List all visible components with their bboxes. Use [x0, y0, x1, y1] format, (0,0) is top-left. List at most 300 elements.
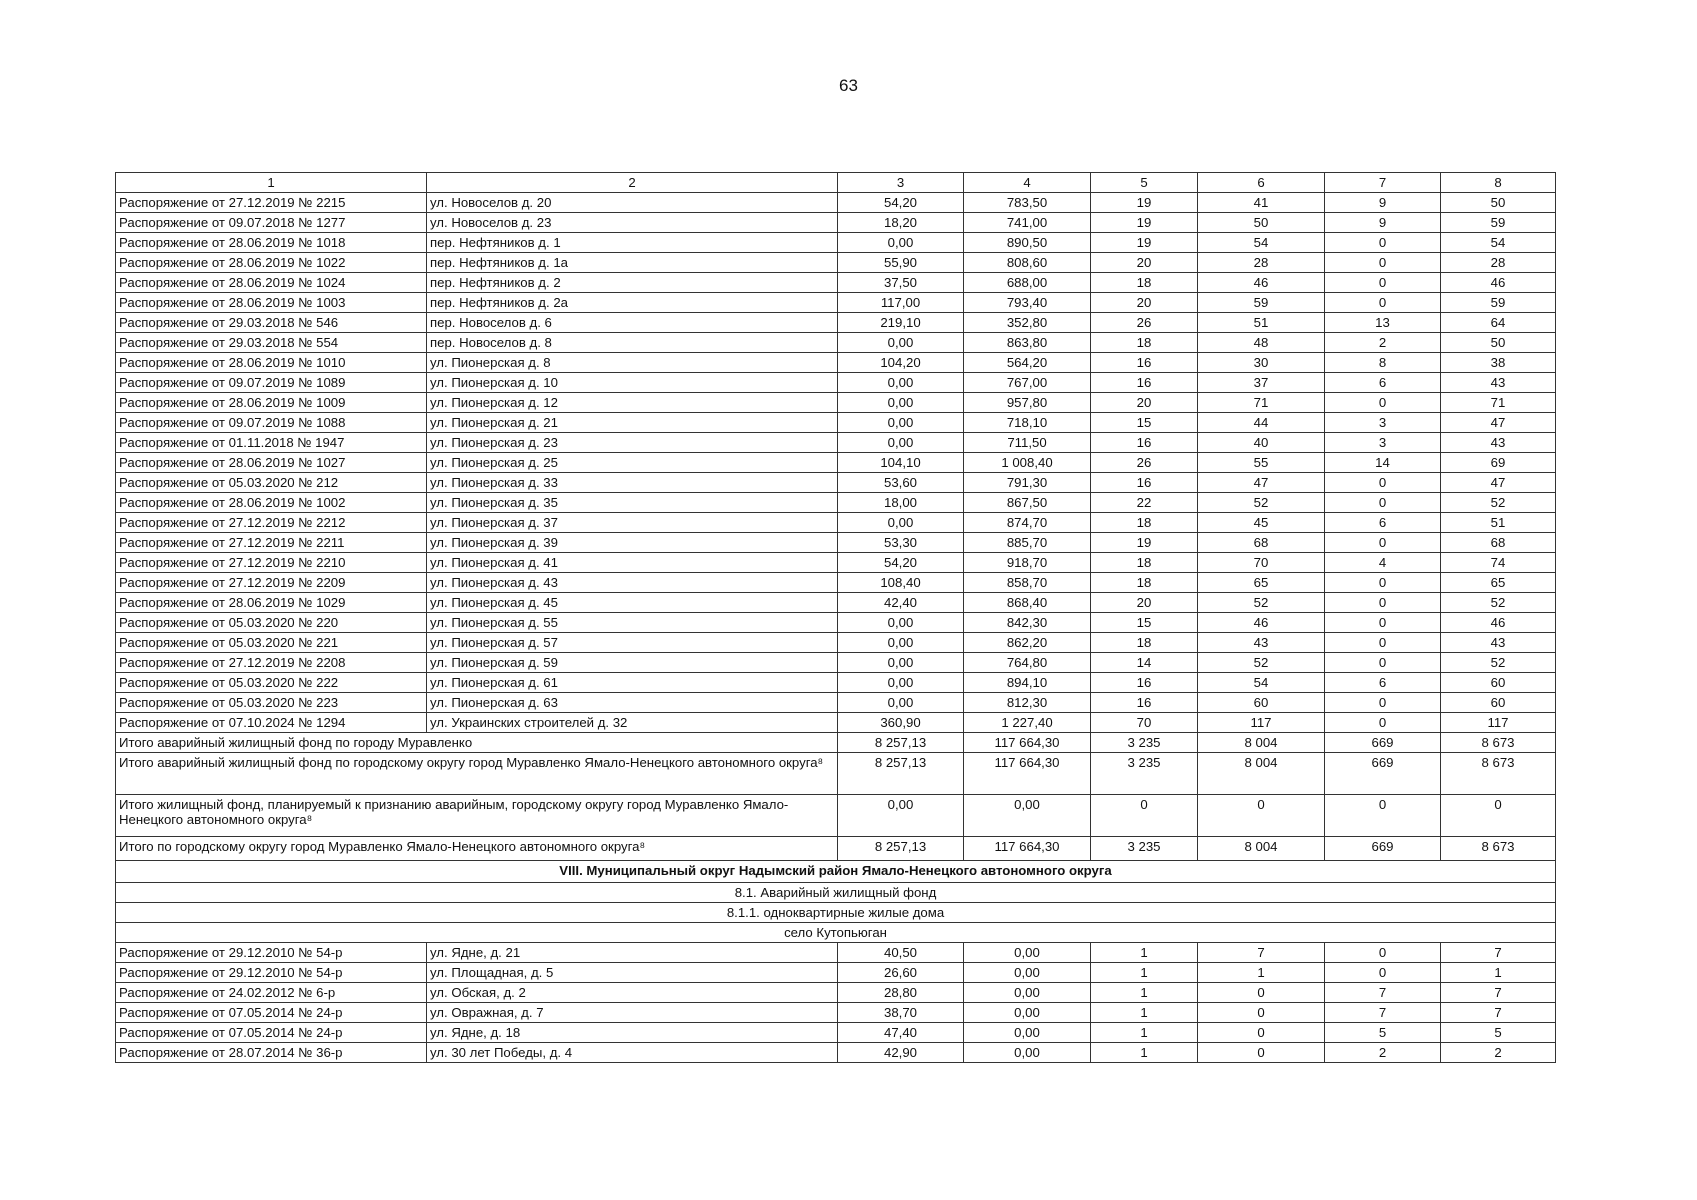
- value-cell: 52: [1198, 653, 1325, 673]
- locality-row: [116, 923, 1556, 943]
- value-cell: 16: [1091, 353, 1198, 373]
- value-cell: 0,00: [964, 1023, 1091, 1043]
- address-cell: пер. Нефтяников д. 2а: [427, 293, 838, 313]
- value-cell: 18,00: [838, 493, 964, 513]
- value-cell: 8: [1325, 353, 1441, 373]
- value-cell: 863,80: [964, 333, 1091, 353]
- value-cell: 808,60: [964, 253, 1091, 273]
- value-cell: 0: [1325, 613, 1441, 633]
- value-cell: 40: [1198, 433, 1325, 453]
- value-cell: 890,50: [964, 233, 1091, 253]
- address-cell: ул. Пионерская д. 37: [427, 513, 838, 533]
- value-cell: 741,00: [964, 213, 1091, 233]
- order-cell: Распоряжение от 01.11.2018 № 1947: [116, 433, 427, 453]
- totals-value: 8 004: [1198, 837, 1325, 861]
- table-row: [116, 293, 1556, 313]
- value-cell: 6: [1325, 673, 1441, 693]
- value-cell: 44: [1198, 413, 1325, 433]
- value-cell: 5: [1441, 1023, 1556, 1043]
- value-cell: 60: [1441, 673, 1556, 693]
- order-cell: Распоряжение от 27.12.2019 № 2210: [116, 553, 427, 573]
- value-cell: 20: [1091, 293, 1198, 313]
- value-cell: 0,00: [838, 413, 964, 433]
- value-cell: 47,40: [838, 1023, 964, 1043]
- totals-value: 0: [1198, 795, 1325, 837]
- value-cell: 54: [1441, 233, 1556, 253]
- value-cell: 42,40: [838, 593, 964, 613]
- value-cell: 59: [1441, 213, 1556, 233]
- table-row: [116, 253, 1556, 273]
- value-cell: 0,00: [838, 373, 964, 393]
- order-cell: Распоряжение от 28.06.2019 № 1018: [116, 233, 427, 253]
- address-cell: ул. Ядне, д. 18: [427, 1023, 838, 1043]
- value-cell: 16: [1091, 433, 1198, 453]
- value-cell: 117: [1441, 713, 1556, 733]
- table-row: [116, 553, 1556, 573]
- value-cell: 52: [1441, 593, 1556, 613]
- table-row: [116, 533, 1556, 553]
- value-cell: 352,80: [964, 313, 1091, 333]
- value-cell: 15: [1091, 613, 1198, 633]
- value-cell: 55: [1198, 453, 1325, 473]
- section-title: VIII. Муниципальный округ Надымский район Ямало-Ненецкого автономного округа: [116, 861, 1556, 883]
- value-cell: 46: [1198, 613, 1325, 633]
- value-cell: 71: [1441, 393, 1556, 413]
- value-cell: 15: [1091, 413, 1198, 433]
- value-cell: 0,00: [964, 1043, 1091, 1063]
- totals-row: [116, 795, 1556, 837]
- totals-value: 8 257,13: [838, 733, 964, 753]
- totals-label: Итого жилищный фонд, планируемый к признанию аварийным, городскому округу город Муравленко Ямало-Ненецкого автономного округа⁸: [116, 795, 838, 837]
- value-cell: 54,20: [838, 553, 964, 573]
- value-cell: 718,10: [964, 413, 1091, 433]
- value-cell: 7: [1198, 943, 1325, 963]
- value-cell: 885,70: [964, 533, 1091, 553]
- value-cell: 51: [1441, 513, 1556, 533]
- value-cell: 20: [1091, 593, 1198, 613]
- table-row: [116, 333, 1556, 353]
- address-cell: ул. Новоселов д. 20: [427, 193, 838, 213]
- page-number: 63: [839, 76, 858, 95]
- address-cell: ул. Площадная, д. 5: [427, 963, 838, 983]
- value-cell: 18: [1091, 513, 1198, 533]
- value-cell: 0: [1325, 713, 1441, 733]
- value-cell: 0,00: [838, 673, 964, 693]
- value-cell: 2: [1325, 1043, 1441, 1063]
- value-cell: 0,00: [838, 233, 964, 253]
- order-cell: Распоряжение от 05.03.2020 № 223: [116, 693, 427, 713]
- subsection-row: [116, 883, 1556, 903]
- value-cell: 0: [1325, 393, 1441, 413]
- value-cell: 1: [1091, 963, 1198, 983]
- value-cell: 50: [1441, 333, 1556, 353]
- value-cell: 219,10: [838, 313, 964, 333]
- value-cell: 40,50: [838, 943, 964, 963]
- table-row: [116, 963, 1556, 983]
- address-cell: пер. Нефтяников д. 1: [427, 233, 838, 253]
- order-cell: Распоряжение от 27.12.2019 № 2208: [116, 653, 427, 673]
- value-cell: 41: [1198, 193, 1325, 213]
- value-cell: 0: [1198, 983, 1325, 1003]
- totals-value: 117 664,30: [964, 733, 1091, 753]
- column-number-header: 4: [964, 173, 1091, 193]
- value-cell: 0: [1325, 533, 1441, 553]
- totals-label: Итого аварийный жилищный фонд по городскому округу город Муравленко Ямало-Ненецкого автономного округа⁸: [116, 753, 838, 795]
- value-cell: 68: [1198, 533, 1325, 553]
- value-cell: 858,70: [964, 573, 1091, 593]
- value-cell: 22: [1091, 493, 1198, 513]
- value-cell: 46: [1441, 613, 1556, 633]
- address-cell: ул. Пионерская д. 61: [427, 673, 838, 693]
- value-cell: 74: [1441, 553, 1556, 573]
- totals-value: 117 664,30: [964, 753, 1091, 795]
- value-cell: 4: [1325, 553, 1441, 573]
- order-cell: Распоряжение от 09.07.2019 № 1088: [116, 413, 427, 433]
- order-cell: Распоряжение от 27.12.2019 № 2212: [116, 513, 427, 533]
- table-row: [116, 983, 1556, 1003]
- value-cell: 791,30: [964, 473, 1091, 493]
- value-cell: 70: [1091, 713, 1198, 733]
- value-cell: 7: [1325, 1003, 1441, 1023]
- value-cell: 37: [1198, 373, 1325, 393]
- order-cell: Распоряжение от 29.03.2018 № 554: [116, 333, 427, 353]
- value-cell: 6: [1325, 373, 1441, 393]
- totals-value: 8 004: [1198, 753, 1325, 795]
- value-cell: 16: [1091, 473, 1198, 493]
- address-cell: ул. Пионерская д. 21: [427, 413, 838, 433]
- value-cell: 842,30: [964, 613, 1091, 633]
- value-cell: 7: [1325, 983, 1441, 1003]
- value-cell: 26,60: [838, 963, 964, 983]
- value-cell: 13: [1325, 313, 1441, 333]
- table-row: [116, 1023, 1556, 1043]
- value-cell: 37,50: [838, 273, 964, 293]
- address-cell: ул. 30 лет Победы, д. 4: [427, 1043, 838, 1063]
- totals-row: [116, 837, 1556, 861]
- value-cell: 0: [1198, 1043, 1325, 1063]
- value-cell: 52: [1198, 493, 1325, 513]
- table-row: [116, 513, 1556, 533]
- value-cell: 868,40: [964, 593, 1091, 613]
- value-cell: 30: [1198, 353, 1325, 373]
- value-cell: 957,80: [964, 393, 1091, 413]
- address-cell: ул. Пионерская д. 59: [427, 653, 838, 673]
- column-number-header: 3: [838, 173, 964, 193]
- value-cell: 26: [1091, 453, 1198, 473]
- value-cell: 862,20: [964, 633, 1091, 653]
- value-cell: 9: [1325, 193, 1441, 213]
- table-row: [116, 373, 1556, 393]
- address-cell: ул. Пионерская д. 43: [427, 573, 838, 593]
- value-cell: 564,20: [964, 353, 1091, 373]
- order-cell: Распоряжение от 05.03.2020 № 212: [116, 473, 427, 493]
- totals-value: 0: [1091, 795, 1198, 837]
- address-cell: ул. Пионерская д. 41: [427, 553, 838, 573]
- value-cell: 18: [1091, 633, 1198, 653]
- value-cell: 52: [1441, 493, 1556, 513]
- value-cell: 764,80: [964, 653, 1091, 673]
- value-cell: 26: [1091, 313, 1198, 333]
- address-cell: ул. Пионерская д. 35: [427, 493, 838, 513]
- value-cell: 43: [1441, 373, 1556, 393]
- value-cell: 71: [1198, 393, 1325, 413]
- order-cell: Распоряжение от 09.07.2019 № 1089: [116, 373, 427, 393]
- value-cell: 47: [1198, 473, 1325, 493]
- value-cell: 0,00: [838, 393, 964, 413]
- table-row: [116, 473, 1556, 493]
- address-cell: ул. Пионерская д. 25: [427, 453, 838, 473]
- order-cell: Распоряжение от 28.06.2019 № 1027: [116, 453, 427, 473]
- totals-value: 8 673: [1441, 837, 1556, 861]
- order-cell: Распоряжение от 27.12.2019 № 2211: [116, 533, 427, 553]
- value-cell: 0,00: [838, 613, 964, 633]
- value-cell: 38: [1441, 353, 1556, 373]
- table-row: [116, 693, 1556, 713]
- order-cell: Распоряжение от 28.06.2019 № 1003: [116, 293, 427, 313]
- order-cell: Распоряжение от 05.03.2020 № 221: [116, 633, 427, 653]
- table-row: [116, 273, 1556, 293]
- table-row: [116, 453, 1556, 473]
- value-cell: 2: [1325, 333, 1441, 353]
- table-row: [116, 413, 1556, 433]
- column-number-header: 1: [116, 173, 427, 193]
- address-cell: ул. Пионерская д. 39: [427, 533, 838, 553]
- value-cell: 28,80: [838, 983, 964, 1003]
- value-cell: 793,40: [964, 293, 1091, 313]
- value-cell: 52: [1198, 593, 1325, 613]
- section-title-row: [116, 861, 1556, 883]
- table-row: [116, 673, 1556, 693]
- value-cell: 812,30: [964, 693, 1091, 713]
- value-cell: 19: [1091, 193, 1198, 213]
- value-cell: 918,70: [964, 553, 1091, 573]
- table-row: [116, 943, 1556, 963]
- value-cell: 46: [1441, 273, 1556, 293]
- housing-table: [115, 172, 1556, 1063]
- order-cell: Распоряжение от 05.03.2020 № 222: [116, 673, 427, 693]
- value-cell: 1: [1091, 983, 1198, 1003]
- value-cell: 0: [1325, 693, 1441, 713]
- value-cell: 6: [1325, 513, 1441, 533]
- subsection-title: 8.1.1. одноквартирные жилые дома: [116, 903, 1556, 923]
- order-cell: Распоряжение от 07.10.2024 № 1294: [116, 713, 427, 733]
- table-row: [116, 213, 1556, 233]
- column-number-header: 7: [1325, 173, 1441, 193]
- value-cell: 0: [1325, 233, 1441, 253]
- value-cell: 9: [1325, 213, 1441, 233]
- value-cell: 1 227,40: [964, 713, 1091, 733]
- table-row: [116, 313, 1556, 333]
- value-cell: 14: [1325, 453, 1441, 473]
- value-cell: 68: [1441, 533, 1556, 553]
- value-cell: 1: [1091, 1003, 1198, 1023]
- value-cell: 38,70: [838, 1003, 964, 1023]
- value-cell: 7: [1441, 1003, 1556, 1023]
- totals-value: 3 235: [1091, 733, 1198, 753]
- table-row: [116, 493, 1556, 513]
- value-cell: 1: [1091, 1023, 1198, 1043]
- address-cell: пер. Новоселов д. 6: [427, 313, 838, 333]
- value-cell: 1 008,40: [964, 453, 1091, 473]
- address-cell: ул. Овражная, д. 7: [427, 1003, 838, 1023]
- value-cell: 0: [1325, 653, 1441, 673]
- address-cell: ул. Пионерская д. 12: [427, 393, 838, 413]
- value-cell: 3: [1325, 433, 1441, 453]
- value-cell: 55,90: [838, 253, 964, 273]
- table-row: [116, 433, 1556, 453]
- value-cell: 117,00: [838, 293, 964, 313]
- value-cell: 16: [1091, 373, 1198, 393]
- totals-value: 0,00: [838, 795, 964, 837]
- value-cell: 18: [1091, 553, 1198, 573]
- totals-value: 117 664,30: [964, 837, 1091, 861]
- value-cell: 0: [1325, 633, 1441, 653]
- table-row: [116, 573, 1556, 593]
- value-cell: 18: [1091, 273, 1198, 293]
- totals-value: 8 257,13: [838, 753, 964, 795]
- value-cell: 1: [1198, 963, 1325, 983]
- value-cell: 54: [1198, 233, 1325, 253]
- value-cell: 60: [1441, 693, 1556, 713]
- table-row: [116, 633, 1556, 653]
- value-cell: 0,00: [838, 333, 964, 353]
- address-cell: ул. Новоселов д. 23: [427, 213, 838, 233]
- value-cell: 783,50: [964, 193, 1091, 213]
- value-cell: 0: [1198, 1023, 1325, 1043]
- subsection-title: 8.1. Аварийный жилищный фонд: [116, 883, 1556, 903]
- value-cell: 360,90: [838, 713, 964, 733]
- value-cell: 50: [1441, 193, 1556, 213]
- value-cell: 0,00: [838, 513, 964, 533]
- address-cell: ул. Пионерская д. 55: [427, 613, 838, 633]
- address-cell: ул. Пионерская д. 45: [427, 593, 838, 613]
- value-cell: 28: [1441, 253, 1556, 273]
- value-cell: 54,20: [838, 193, 964, 213]
- address-cell: ул. Пионерская д. 33: [427, 473, 838, 493]
- value-cell: 7: [1441, 943, 1556, 963]
- value-cell: 0,00: [838, 433, 964, 453]
- order-cell: Распоряжение от 07.05.2014 № 24-р: [116, 1023, 427, 1043]
- value-cell: 46: [1198, 273, 1325, 293]
- totals-value: 8 004: [1198, 733, 1325, 753]
- value-cell: 20: [1091, 253, 1198, 273]
- value-cell: 117: [1198, 713, 1325, 733]
- value-cell: 0,00: [838, 693, 964, 713]
- value-cell: 0: [1198, 1003, 1325, 1023]
- value-cell: 53,60: [838, 473, 964, 493]
- value-cell: 0,00: [838, 633, 964, 653]
- order-cell: Распоряжение от 07.05.2014 № 24-р: [116, 1003, 427, 1023]
- value-cell: 69: [1441, 453, 1556, 473]
- value-cell: 0: [1325, 293, 1441, 313]
- totals-value: 669: [1325, 837, 1441, 861]
- totals-row: [116, 753, 1556, 795]
- column-number-header: 2: [427, 173, 838, 193]
- value-cell: 43: [1441, 633, 1556, 653]
- table-row: [116, 613, 1556, 633]
- value-cell: 0: [1325, 943, 1441, 963]
- value-cell: 52: [1441, 653, 1556, 673]
- value-cell: 0: [1325, 963, 1441, 983]
- value-cell: 104,10: [838, 453, 964, 473]
- totals-value: 8 673: [1441, 753, 1556, 795]
- value-cell: 0,00: [964, 983, 1091, 1003]
- value-cell: 54: [1198, 673, 1325, 693]
- value-cell: 5: [1325, 1023, 1441, 1043]
- value-cell: 16: [1091, 673, 1198, 693]
- value-cell: 0: [1325, 473, 1441, 493]
- value-cell: 894,10: [964, 673, 1091, 693]
- order-cell: Распоряжение от 28.06.2019 № 1002: [116, 493, 427, 513]
- totals-value: 3 235: [1091, 753, 1198, 795]
- value-cell: 0: [1325, 593, 1441, 613]
- address-cell: пер. Нефтяников д. 1а: [427, 253, 838, 273]
- table-row: [116, 713, 1556, 733]
- order-cell: Распоряжение от 09.07.2018 № 1277: [116, 213, 427, 233]
- table-row: [116, 193, 1556, 213]
- address-cell: ул. Пионерская д. 63: [427, 693, 838, 713]
- order-cell: Распоряжение от 28.07.2014 № 36-р: [116, 1043, 427, 1063]
- table-row: [116, 1043, 1556, 1063]
- order-cell: Распоряжение от 27.12.2019 № 2215: [116, 193, 427, 213]
- order-cell: Распоряжение от 28.06.2019 № 1009: [116, 393, 427, 413]
- totals-value: 0: [1325, 795, 1441, 837]
- value-cell: 0,00: [838, 653, 964, 673]
- address-cell: ул. Ядне, д. 21: [427, 943, 838, 963]
- table-row: [116, 353, 1556, 373]
- totals-label: Итого по городскому округу город Муравленко Ямало-Ненецкого автономного округа⁸: [116, 837, 838, 861]
- value-cell: 108,40: [838, 573, 964, 593]
- value-cell: 688,00: [964, 273, 1091, 293]
- totals-value: 669: [1325, 753, 1441, 795]
- order-cell: Распоряжение от 05.03.2020 № 220: [116, 613, 427, 633]
- value-cell: 14: [1091, 653, 1198, 673]
- value-cell: 51: [1198, 313, 1325, 333]
- table-row: [116, 393, 1556, 413]
- value-cell: 60: [1198, 693, 1325, 713]
- address-cell: ул. Пионерская д. 8: [427, 353, 838, 373]
- value-cell: 874,70: [964, 513, 1091, 533]
- value-cell: 3: [1325, 413, 1441, 433]
- totals-value: 8 257,13: [838, 837, 964, 861]
- value-cell: 70: [1198, 553, 1325, 573]
- value-cell: 53,30: [838, 533, 964, 553]
- address-cell: ул. Украинских строителей д. 32: [427, 713, 838, 733]
- value-cell: 47: [1441, 473, 1556, 493]
- table-row: [116, 1003, 1556, 1023]
- table-row: [116, 593, 1556, 613]
- value-cell: 50: [1198, 213, 1325, 233]
- value-cell: 64: [1441, 313, 1556, 333]
- column-number-header: 5: [1091, 173, 1198, 193]
- value-cell: 59: [1441, 293, 1556, 313]
- value-cell: 0: [1325, 273, 1441, 293]
- value-cell: 48: [1198, 333, 1325, 353]
- totals-value: 3 235: [1091, 837, 1198, 861]
- value-cell: 19: [1091, 213, 1198, 233]
- value-cell: 18: [1091, 573, 1198, 593]
- value-cell: 19: [1091, 533, 1198, 553]
- order-cell: Распоряжение от 29.12.2010 № 54-р: [116, 963, 427, 983]
- address-cell: ул. Пионерская д. 23: [427, 433, 838, 453]
- value-cell: 867,50: [964, 493, 1091, 513]
- value-cell: 16: [1091, 693, 1198, 713]
- order-cell: Распоряжение от 29.12.2010 № 54-р: [116, 943, 427, 963]
- value-cell: 45: [1198, 513, 1325, 533]
- order-cell: Распоряжение от 28.06.2019 № 1022: [116, 253, 427, 273]
- value-cell: 59: [1198, 293, 1325, 313]
- value-cell: 43: [1441, 433, 1556, 453]
